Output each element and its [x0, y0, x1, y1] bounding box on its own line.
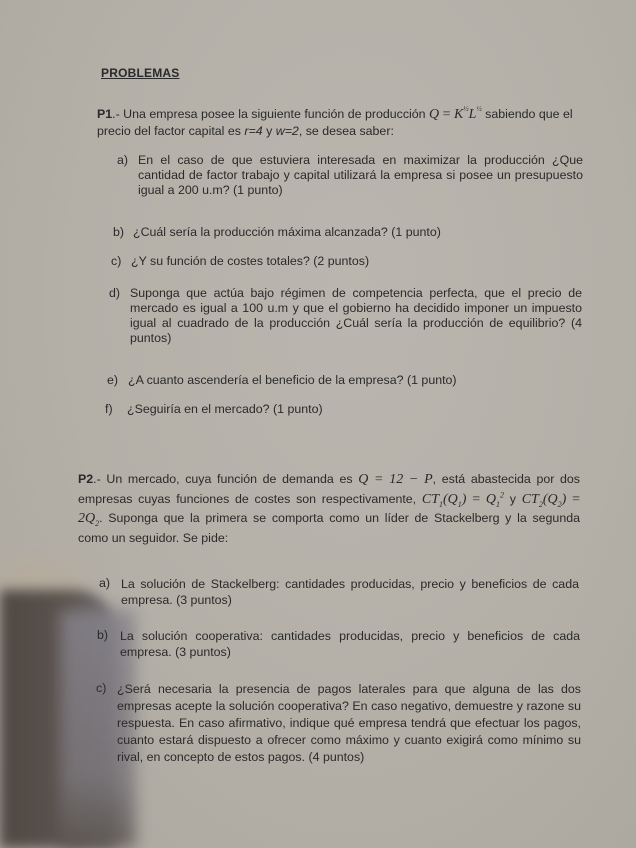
cost-function-1: $CT_1(Q_1) = Q_1^2$ [421, 489, 505, 509]
document: PROBLEMAS P1.- Una empresa posee la siguiente función de producción $Q = K^{\frac{1}{2}}L^{\frac{1}{2}}$ sabiendo que el precio del factor capital es r=4 y w=2, se desea saber: a) En el caso de que estuviera interesada en maximizar la producción ¿Que cantidad de factor trabajo y capital utilizará la empresa si posee un presupuesto igual a 200 u.m? (1 punto) b) ¿Cuál sería la producción máxima alcanzada? (1 punto) c) ¿Y su función de costes totales? (2 puntos) d) Suponga que actúa bajo régimen de competencia perfecta, que el precio de mercado es igual a 100 u.m y que el gobierno ha decidido imponer un impuesto igual al cuadrado de la producción ¿Cuál sería la producción de equilibrio? (4 puntos) e) ¿A cuanto ascendería el beneficio de la empresa? (1 punto) f) ¿Seguiría en el mercado? (1 punto) P2.- Un mercado, cuya función de demanda es Q = 12 − P, está abastecida por dos empresas cuyas funciones de costes son respectivamente, $CT_1(Q_1) = Q_1^2$ y $CT_2(Q_2) = 2Q_2$. Suponga que la primera se comporta como un líder de Stackelberg y la segunda como un seguidor. Se pide: a) La solución de Stackelberg: cantidades producidas, precio y beneficios de cada empresa. (3 puntos) b) La solución cooperativa: cantidades producidas, precio y beneficios de cada empresa. (3 puntos) c) ¿Será necesaria la presencia de pagos laterales para que alguna de las dos empresas acepte la solución cooperativa? En caso negativo, demuestre y razone su respuesta. En caso afirmativo, indique qué empresa tendrá que efectuar los pagos, cuanto estará dispuesto a ofrecer como máximo y cuanto exigirá como mínimo su rival, en concepto de estos pagos. (4 puntos) [0, 0, 636, 848]
p1-label: P1 [97, 107, 113, 121]
p1-intro-text: .- Una empresa posee la siguiente función de producción [112, 107, 430, 121]
p1-intro-after: sabiendo que el [481, 107, 573, 121]
document-heading: PROBLEMAS [101, 66, 180, 80]
demand-function-formula: Q = 12 − P [358, 472, 433, 487]
r-value: r=4 [244, 124, 263, 138]
production-function-formula: $Q = K^{\frac{1}{2}}L^{\frac{1}{2}}$ [429, 105, 482, 122]
p2-intro: P2.- Un mercado, cuya función de demanda es Q = 12 − P, está abastecida por dos empresas cuyas funciones de costes son respectivamente, $CT_1(Q_1) = Q_1^2$ y $CT_2(Q_2) = 2Q_2$. Suponga que la primera se comporta como un líder de Stackelberg y la segunda como un seguidor. Se pide: [78, 472, 580, 545]
cost-function-2: $CT_2(Q_2) = 2Q_2$ [78, 491, 580, 528]
w-value: w=2 [275, 124, 299, 138]
p1-intro: P1.- Una empresa posee la siguiente función de producción $Q = K^{\frac{1}{2}}L^{\frac{1}{2}}$ sabiendo que el precio del factor capital es r=4 y w=2, se desea saber: [97, 105, 573, 138]
p2-label: P2 [78, 472, 94, 486]
